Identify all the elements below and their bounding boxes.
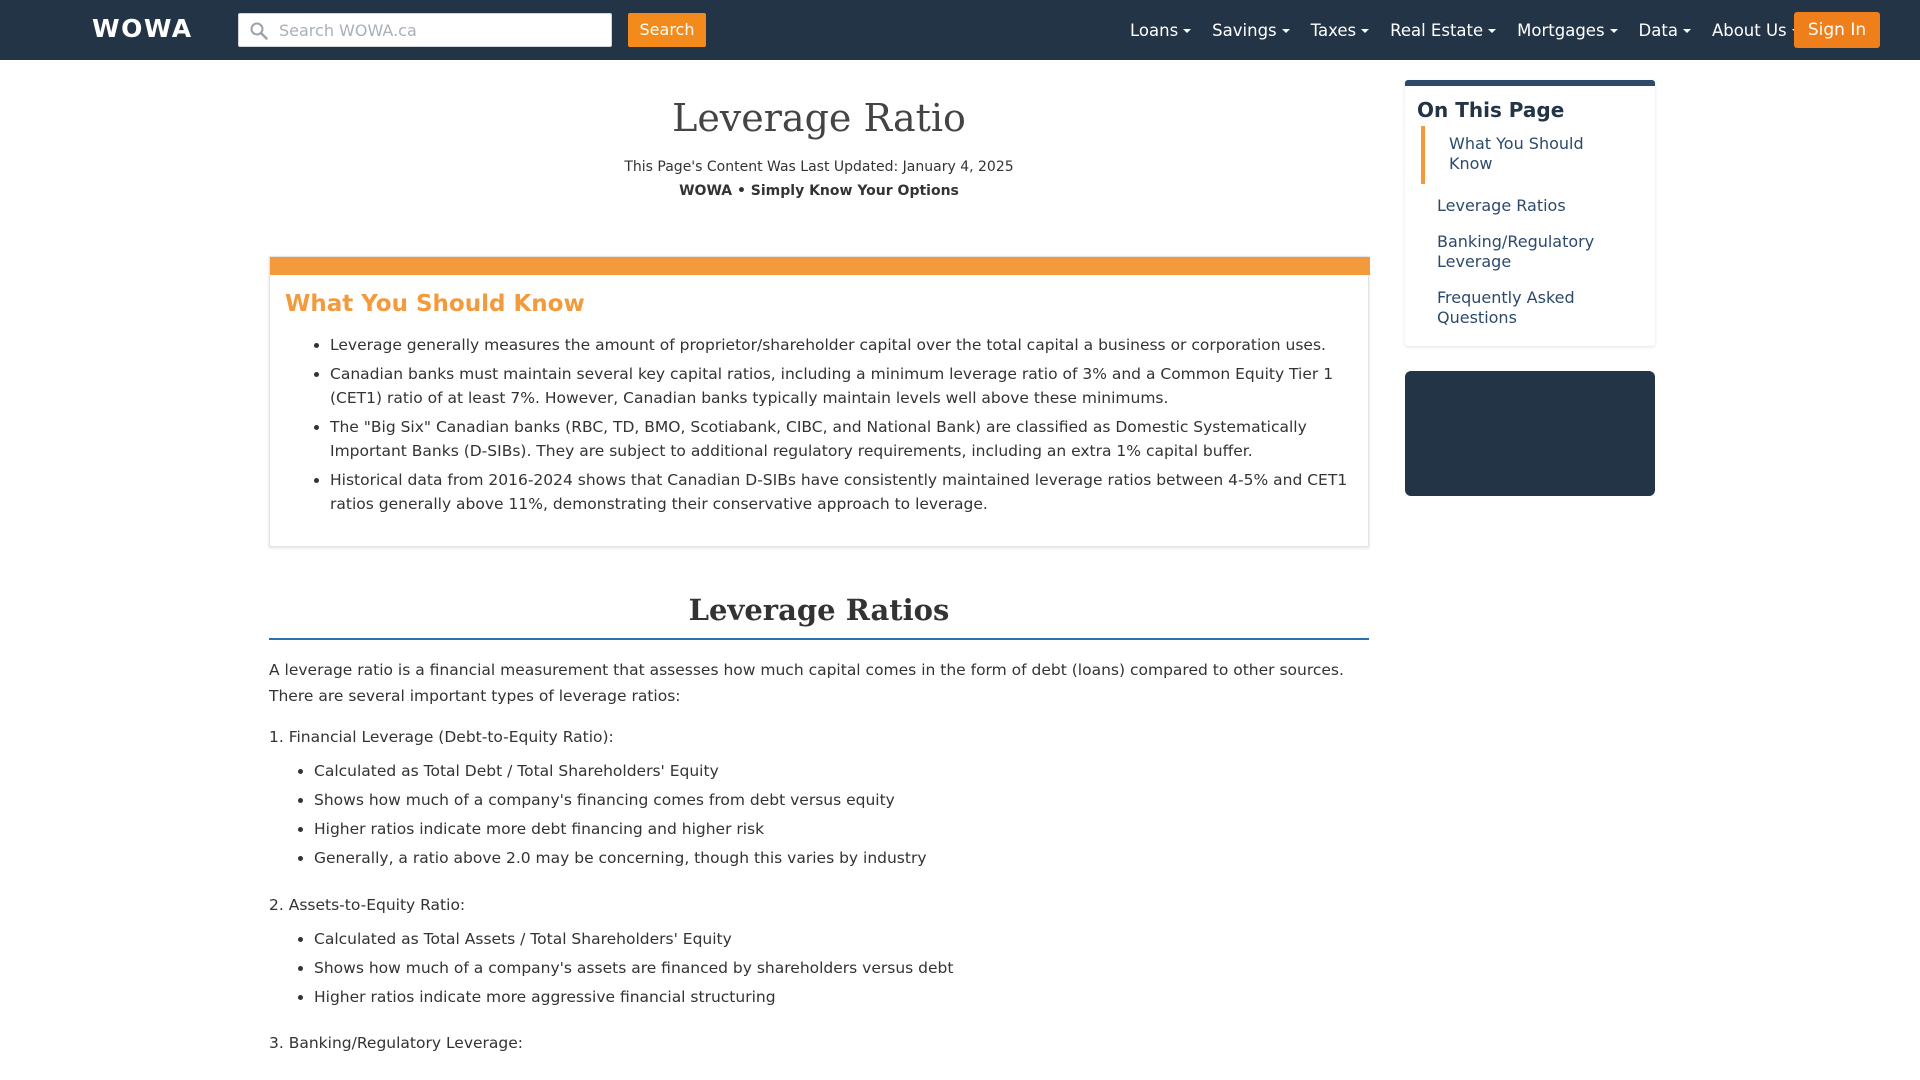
toc-active-indicator	[1421, 126, 1425, 184]
search-box[interactable]	[238, 13, 612, 47]
nav-label: Real Estate	[1390, 20, 1484, 40]
on-this-page-panel	[1405, 80, 1655, 346]
list-item: • Shows how much of a company's financing comes from debt versus equity	[314, 786, 1314, 815]
nav-data[interactable]	[1639, 21, 1691, 40]
caret-down-icon	[1610, 29, 1618, 33]
caret-down-icon	[1488, 29, 1496, 33]
nav-label: Loans	[1130, 20, 1179, 40]
nav-real-estate[interactable]	[1390, 21, 1496, 40]
know-accent-bar	[270, 257, 1370, 275]
list-item: • The "Big Six" Canadian banks (RBC, TD, BMO, Scotiabank, CIBC, and National Bank) are classified as Domestic Systematically Important Banks (D-SIBs). They are subject to additional regulatory requirements, including an extra 1% capital buffer.	[330, 415, 1355, 463]
toc-item-leverage-ratios[interactable]: Leverage Ratios	[1437, 196, 1566, 215]
tagline: WOWA • Simply Know Your Options	[679, 183, 959, 199]
know-list	[330, 333, 1355, 521]
nav-savings[interactable]	[1212, 21, 1289, 40]
section-divider	[269, 638, 1369, 640]
search-input[interactable]	[279, 16, 599, 44]
page-title: Leverage Ratio	[672, 96, 966, 140]
sign-in-button[interactable]: Sign In	[1794, 12, 1880, 48]
nav-label: Mortgages	[1517, 20, 1605, 40]
section-title-leverage-ratios: Leverage Ratios	[688, 593, 950, 627]
financial-leverage-heading: 1. Financial Leverage (Debt-to-Equity Ratio):	[269, 728, 614, 746]
list-item: • Higher ratios indicate more aggressive financial structuring	[314, 983, 1314, 1012]
nav-loans[interactable]	[1130, 21, 1191, 40]
banking-leverage-heading: 3. Banking/Regulatory Leverage:	[269, 1034, 524, 1052]
nav-label: Data	[1638, 20, 1678, 40]
financial-leverage-list	[314, 757, 1314, 873]
promo-card[interactable]	[1405, 371, 1655, 496]
toc-title: On This Page	[1417, 98, 1565, 122]
list-item: • Leverage generally measures the amount of proprietor/shareholder capital over the total capital a business or corporation uses.	[330, 333, 1355, 357]
last-updated: This Page's Content Was Last Updated: January 4, 2025	[624, 159, 1014, 175]
search-button[interactable]: Search	[628, 13, 706, 47]
list-item: • Shows how much of a company's assets are financed by shareholders versus debt	[314, 954, 1314, 983]
list-item: • Generally, a ratio above 2.0 may be concerning, though this varies by industry	[314, 844, 1314, 873]
caret-down-icon	[1683, 29, 1691, 33]
list-item: • Calculated as Total Assets / Total Shareholders' Equity	[314, 925, 1314, 954]
intro-paragraph: A leverage ratio is a financial measurement that assesses how much capital comes in the form of debt (loans) compared to other sources. There are several important types of leverage ratios:	[269, 661, 1344, 705]
toc-item-banking-regulatory-leverage[interactable]: Banking/Regulatory Leverage	[1437, 232, 1595, 271]
nav-label: About Us	[1711, 20, 1787, 40]
nav-label: Taxes	[1310, 20, 1357, 40]
know-title: What You Should Know	[285, 291, 585, 317]
nav-menu	[1130, 0, 1821, 60]
caret-down-icon	[1282, 29, 1290, 33]
toc-item-faq[interactable]: Frequently Asked Questions	[1437, 288, 1575, 327]
caret-down-icon	[1361, 29, 1369, 33]
list-item: • Higher ratios indicate more debt financing and higher risk	[314, 815, 1314, 844]
search-icon	[249, 21, 269, 41]
list-item: • Calculated as Total Debt / Total Shareholders' Equity	[314, 757, 1314, 786]
nav-label: Savings	[1212, 20, 1277, 40]
nav-about-us[interactable]	[1712, 21, 1800, 40]
caret-down-icon	[1183, 29, 1191, 33]
toc-item-what-you-should-know[interactable]: What You Should Know	[1449, 134, 1584, 173]
list-item: • Canadian banks must maintain several key capital ratios, including a minimum leverage ratio of 3% and a Common Equity Tier 1 (CET1) ratio of at least 7%. However, Canadian banks typically maintain levels well above these minimums.	[330, 362, 1355, 410]
list-item: • Historical data from 2016-2024 shows that Canadian D-SIBs have consistently maintained leverage ratios between 4-5% and CET1 ratios generally above 11%, demonstrating their conservative approach to leverage.	[330, 468, 1355, 516]
top-navbar	[0, 0, 1920, 60]
site-logo[interactable]: WOWA	[92, 14, 193, 43]
assets-equity-heading: 2. Assets-to-Equity Ratio:	[269, 896, 466, 914]
assets-equity-list	[314, 925, 1314, 1012]
what-you-should-know-box	[269, 256, 1369, 547]
nav-mortgages[interactable]	[1517, 21, 1617, 40]
nav-taxes[interactable]	[1311, 21, 1369, 40]
